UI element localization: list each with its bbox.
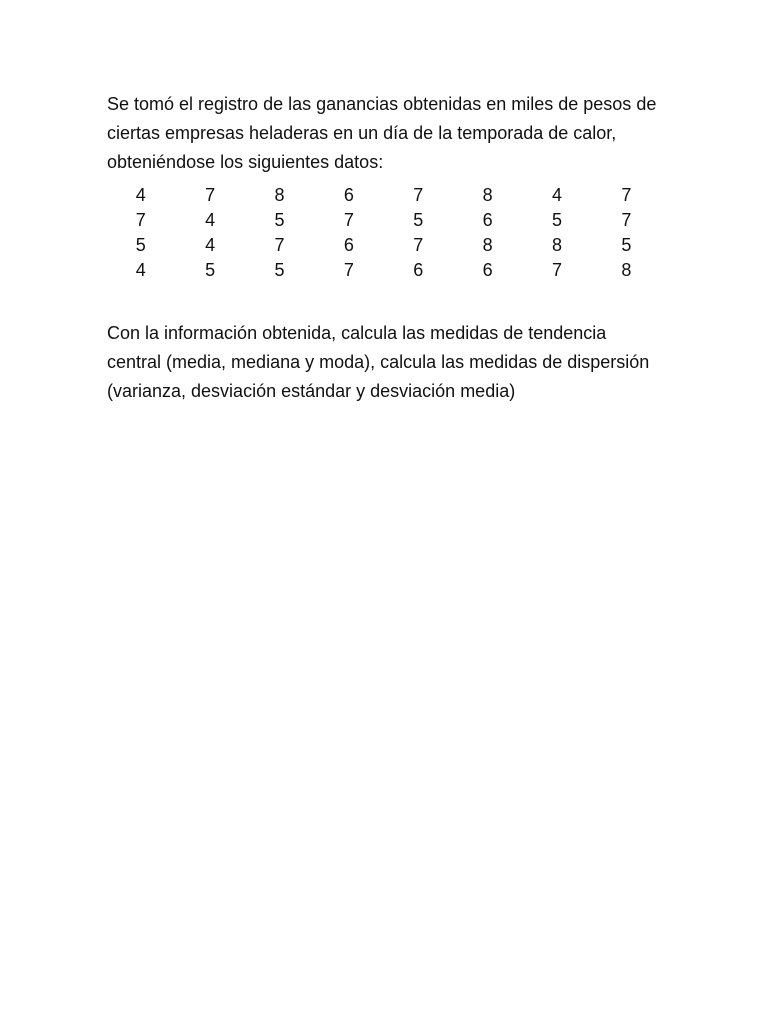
data-cell: 4 [205,210,216,230]
question-line: central (media, mediana y moda), calcula las medidas de dispersión [107,352,650,372]
data-cell: 8 [274,185,285,205]
question-paragraph [107,319,667,406]
data-cell: 6 [343,235,354,255]
data-cell: 7 [205,185,216,205]
intro-line: ciertas empresas heladeras en un día de la temporada de calor, [107,123,617,143]
data-cell: 5 [274,210,285,230]
data-cell: 7 [621,185,632,205]
data-cell: 5 [621,235,632,255]
data-cell: 6 [482,260,493,280]
data-cell: 5 [135,235,146,255]
data-cell: 7 [274,235,285,255]
data-cell: 7 [343,210,354,230]
data-row [106,208,661,233]
data-cell: 4 [135,260,146,280]
data-cell: 4 [205,235,216,255]
data-cell: 5 [274,260,285,280]
data-cell: 7 [413,235,424,255]
intro-paragraph [107,90,667,177]
data-cell: 6 [482,210,493,230]
question-line: (varianza, desviación estándar y desviación media) [107,381,516,401]
data-cell: 8 [482,185,493,205]
intro-line: obteniéndose los siguientes datos: [107,152,384,172]
earnings-data-table [106,183,661,283]
data-cell: 7 [552,260,563,280]
data-cell: 4 [135,185,146,205]
data-row [106,233,661,258]
data-cell: 5 [205,260,216,280]
intro-line: Se tomó el registro de las ganancias obtenidas en miles de pesos de [107,94,657,114]
data-cell: 4 [552,185,563,205]
data-cell: 8 [552,235,563,255]
data-cell: 6 [413,260,424,280]
data-row [106,258,661,283]
data-cell: 8 [621,260,632,280]
data-cell: 8 [482,235,493,255]
data-cell: 7 [413,185,424,205]
data-cell: 7 [621,210,632,230]
data-cell: 7 [135,210,146,230]
data-cell: 7 [343,260,354,280]
data-cell: 5 [413,210,424,230]
data-cell: 5 [552,210,563,230]
data-cell: 6 [343,185,354,205]
data-row [106,183,661,208]
question-line: Con la información obtenida, calcula las medidas de tendencia [107,323,607,343]
